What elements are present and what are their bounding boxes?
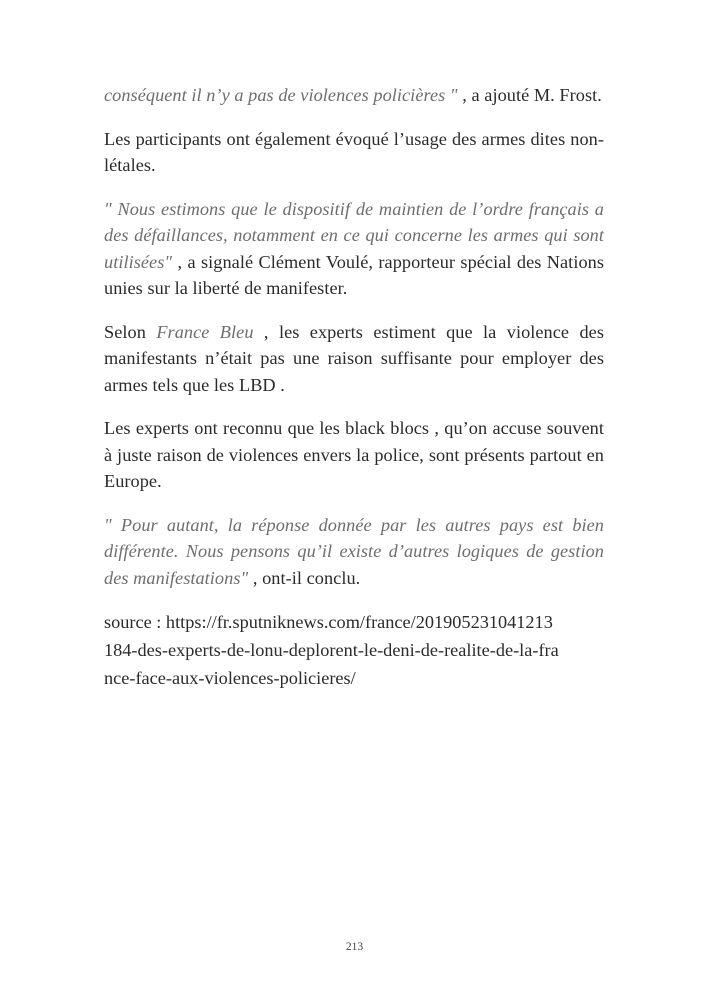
- paragraph-4-before: Selon: [104, 321, 157, 342]
- paragraph-2-text: Les participants ont également évoqué l’usage des armes dites non-létales.: [104, 128, 604, 175]
- paragraph-4-after: , les experts estiment que la violence des manifestants n’était pas une raison suffisante pour employer des armes tels que les LBD .: [104, 321, 605, 395]
- paragraph-6: [104, 512, 604, 592]
- source-line-2: 184-des-experts-de-lonu-deplorent-le-deni-de-realite-de-la-fra: [104, 640, 559, 660]
- paragraph-2: [104, 126, 604, 179]
- paragraph-5: [104, 415, 604, 495]
- paragraph-4: [104, 319, 604, 399]
- source-line-1: source : https://fr.sputniknews.com/france/201905231041213: [104, 612, 553, 632]
- source-line-3: nce-face-aux-violences-policieres/: [104, 668, 356, 688]
- paragraph-6-text: , ont-il conclu.: [252, 567, 361, 588]
- page-body: [104, 82, 604, 692]
- paragraph-1: [104, 82, 604, 109]
- quote-3: " Nous estimons que le dispositif de maintien de l’ordre français a des défaillances, notamment en ce qui concerne les armes qui sont utilisées": [104, 198, 604, 272]
- paragraph-3-text: , a signalé Clément Voulé, rapporteur spécial des Nations unies sur la liberté de manifester.: [104, 251, 604, 298]
- paragraph-5-text: Les experts ont reconnu que les black blocs , qu’on accuse souvent à juste raison de violences envers la police, sont présents partout en Europe.: [104, 418, 604, 491]
- quote-6: " Pour autant, la réponse donnée par les autres pays est bien différente. Nous pensons qu’il existe d’autres logiques de gestion des manifestations": [104, 514, 604, 588]
- page-number: 213: [345, 941, 364, 953]
- paragraph-3: [104, 196, 604, 302]
- source-name: France Bleu: [156, 321, 254, 342]
- quote-1: conséquent il n’y a pas de violences policières ": [104, 85, 463, 105]
- paragraph-1-text: , a ajouté M. Frost.: [462, 85, 602, 105]
- source-reference: [104, 608, 604, 692]
